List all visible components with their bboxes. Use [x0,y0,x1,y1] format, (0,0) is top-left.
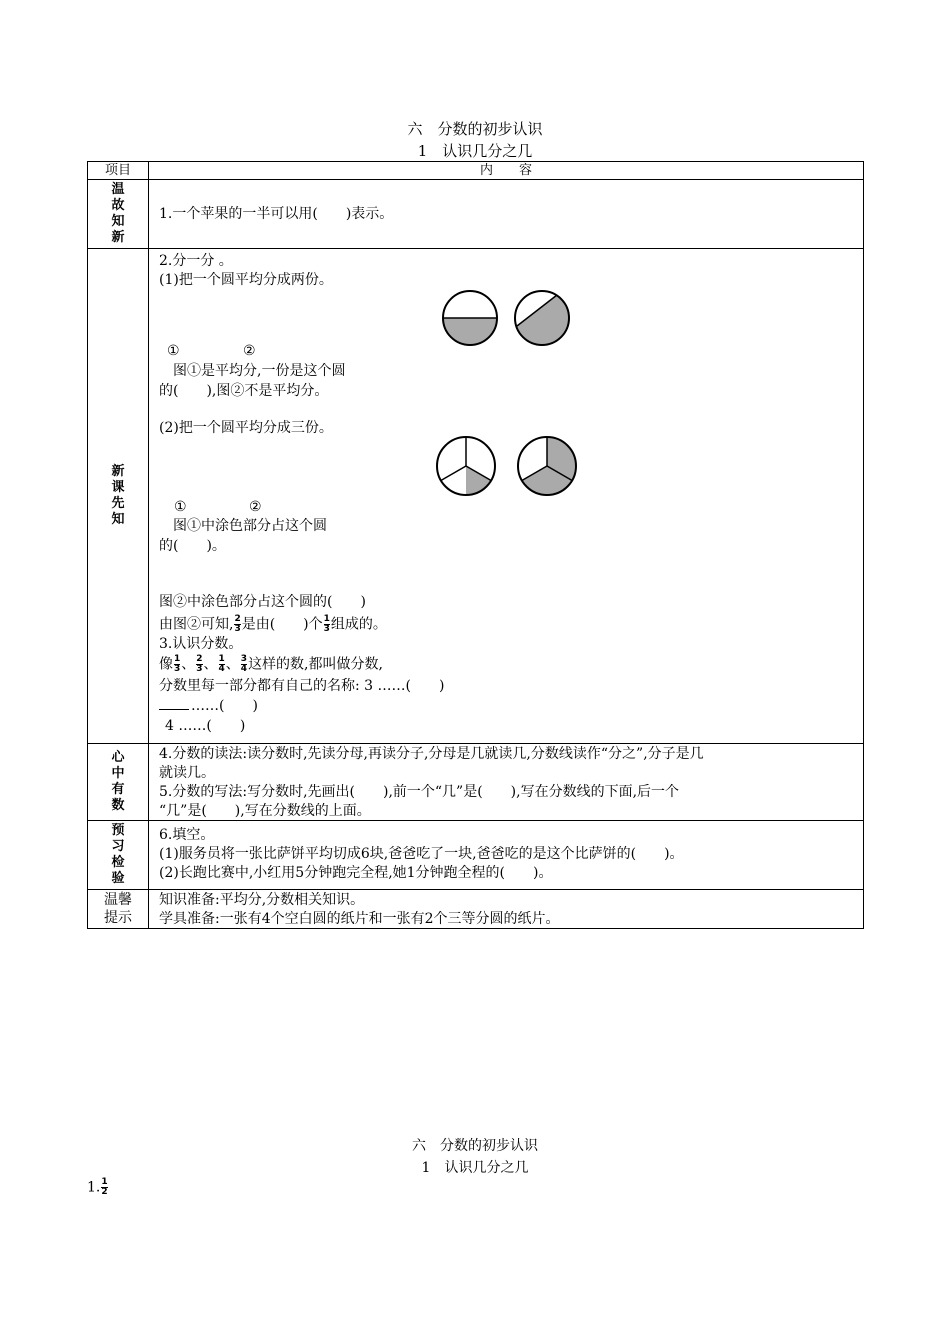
question-3-line-a: 像 $\frac{1}{3}$ 、 $\frac{2}{3}$ 、 $\frac{1}{4}$ 、 $\frac{3}{4}$ 这样的数,都叫做分数, [159,654,383,674]
worksheet-table [87,161,864,929]
question-3-line-b: 分数里每一部分都有自己的名称: 3 ……( ) [159,678,445,694]
section-content-tips [149,890,864,929]
section-content-preview-check [149,821,864,890]
part-1-line-a: 图①是平均分,一份是这个圆 [159,363,346,379]
circle-halves-unequal [513,289,571,347]
section-content-review [149,180,864,249]
question-2: 2.分一分 。 [159,253,233,269]
section-label-review: 温 故 知 新 [88,180,149,249]
section-label-preview-check: 预 习 检 验 [88,821,149,890]
circle-halves-equal [441,289,499,347]
fraction-bar-blank [159,709,189,710]
question-3-line-c: ……( ) [159,697,258,715]
fraction-2-3: $\frac{2}{3}$ [234,614,241,634]
fraction-3-4: $\frac{3}{4}$ [240,654,248,674]
lesson-title: 1 认识几分之几 [417,142,533,160]
part-2-line-b: 的( )。 [159,538,226,554]
part-1-line-b: 的( ),图②不是平均分。 [159,383,329,399]
circle-thirds-one-shaded [435,435,497,497]
question-1: 1.一个苹果的一半可以用( )表示。 [159,206,394,222]
header-content: 内 容 [149,162,864,180]
question-3: 3.认识分数。 [159,636,243,652]
part-2-text: (2)把一个圆平均分成三份。 [159,420,333,436]
point-5-line-b: “几”是( ),写在分数线的上面。 [159,803,371,819]
header-item: 项目 [88,162,149,180]
question-3-line-d: 4 ……( ) [165,718,246,734]
figure-mark-2: ② [243,343,256,359]
tip-knowledge: 知识准备:平均分,分数相关知识。 [159,892,365,908]
figure-mark-4: ② [249,499,262,515]
part-2-line-c: 图②中涂色部分占这个圆的( ) [159,594,366,610]
part-2-line-a: 图①中涂色部分占这个圆 [159,518,327,534]
question-6-part-1: (1)服务员将一张比萨饼平均切成6块,爸爸吃了一块,爸爸吃的是这个比萨饼的( )。 [159,846,684,862]
circle-thirds-two-shaded [516,435,578,497]
question-6-part-2: (2)长跑比赛中,小红用5分钟跑完全程,她1分钟跑全程的( )。 [159,865,553,881]
fraction-1-4: $\frac{1}{4}$ [218,654,225,674]
figure-mark-1: ① [167,343,180,359]
figure-mark-3: ① [174,499,187,515]
question-6: 6.填空。 [159,827,215,843]
section-label-tips: 温馨 提示 [88,890,149,929]
tip-materials: 学具准备:一张有4个空白圆的纸片和一张有2个三等分圆的纸片。 [159,911,560,927]
point-5-line-a: 5.分数的写法:写分数时,先画出( ),前一个“几”是( ),写在分数线的下面,后一个 [159,784,680,800]
answer-1: 1. $\frac{1}{2}$ [87,1177,108,1197]
section-content-new-lesson [149,249,864,744]
point-4-line-b: 就读几。 [159,765,215,781]
section-label-new-lesson: 新 课 先 知 [88,249,149,744]
point-4-line-a: 4.分数的读法:读分数时,先读分母,再读分子,分母是几就读几,分数线读作“分之”,分子是几 [159,746,704,762]
fraction-1-2: $\frac{1}{2}$ [101,1177,108,1197]
chapter-title: 六 分数的初步认识 [407,120,543,138]
fraction-2-3: $\frac{2}{3}$ [196,654,203,674]
fraction-1-3: $\frac{1}{3}$ [174,654,181,674]
part-1-text: (1)把一个圆平均分成两份。 [159,272,333,288]
answer-lesson-title: 1 认识几分之几 [421,1160,529,1176]
section-content-key-points [149,744,864,821]
part-2-line-d: 由图②可知, $\frac{2}{3}$ 是由( )个 $\frac{1}{3}$ 组成的。 [159,614,387,634]
fraction-1-3: $\frac{1}{3}$ [323,614,330,634]
section-label-key-points: 心 中 有 数 [88,744,149,821]
answer-chapter-title: 六 分数的初步认识 [412,1138,538,1154]
